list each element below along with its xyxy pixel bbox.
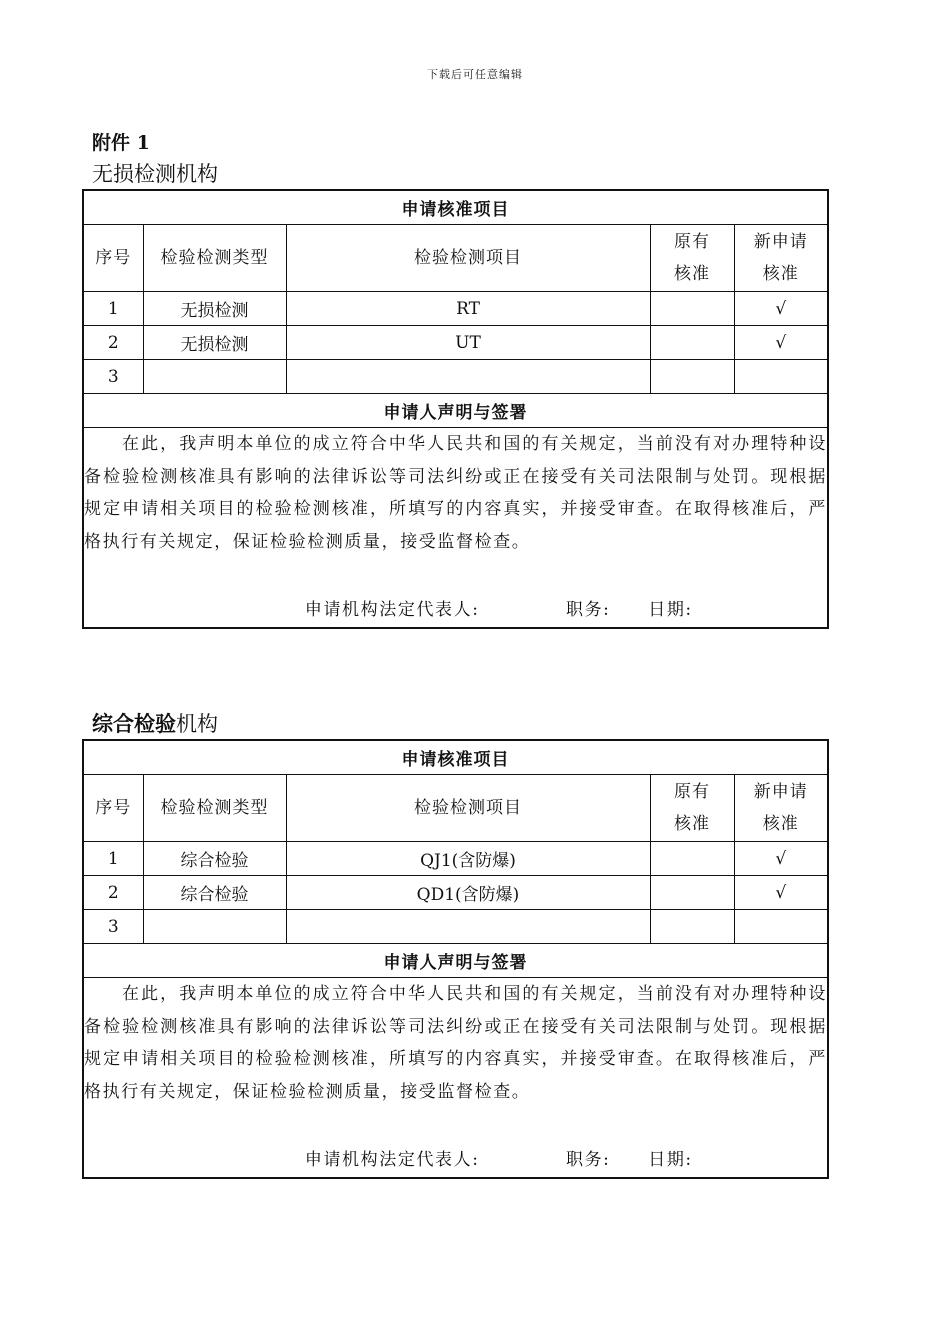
col-header-no: 序号 bbox=[83, 225, 143, 292]
declaration-title: 申请人声明与签署 bbox=[83, 394, 828, 428]
table-row bbox=[83, 360, 828, 394]
section-title-ndt: 无损检测机构 bbox=[92, 162, 218, 186]
attachment-label: 附件 1 bbox=[92, 132, 150, 154]
header-note: 下载后可任意编辑 bbox=[427, 68, 523, 81]
cell-no: 1 bbox=[83, 292, 143, 326]
cell-item bbox=[286, 910, 650, 944]
cell-type: 综合检验 bbox=[143, 876, 286, 910]
col-header-item: 检验检测项目 bbox=[286, 225, 650, 292]
cell-original bbox=[650, 360, 734, 394]
cell-original bbox=[650, 326, 734, 360]
cell-item bbox=[286, 360, 650, 394]
application-table-comprehensive bbox=[82, 739, 829, 1179]
check-icon: √ bbox=[734, 326, 828, 360]
col-header-no: 序号 bbox=[83, 775, 143, 842]
table-title: 申请核准项目 bbox=[83, 190, 828, 225]
table-row bbox=[83, 910, 828, 944]
cell-no: 1 bbox=[83, 842, 143, 876]
check-icon: √ bbox=[734, 842, 828, 876]
cell-no: 3 bbox=[83, 910, 143, 944]
declaration-text: 在此，我声明本单位的成立符合中华人民共和国的有关规定，当前没有对办理特种设备检验检测核准具有影响的法律诉讼等司法纠纷或正在接受有关司法限制与处罚。现根据规定申请相关项目的检验检测核准，所填写的内容真实，并接受审查。在取得核准后，严格执行有关规定，保证检验检测质量，接受监督检查。 bbox=[84, 434, 827, 552]
cell-no: 3 bbox=[83, 360, 143, 394]
cell-type bbox=[143, 360, 286, 394]
section-title-comprehensive: 综合检验机构 bbox=[92, 711, 218, 736]
cell-item: QJ1(含防爆) bbox=[286, 842, 650, 876]
table-row bbox=[83, 842, 828, 876]
col-header-type: 检验检测类型 bbox=[143, 775, 286, 842]
sign-date: 日期: bbox=[648, 600, 693, 620]
signature-line bbox=[84, 1144, 827, 1177]
declaration-title: 申请人声明与签署 bbox=[83, 944, 828, 978]
sign-position: 职务: bbox=[565, 1150, 611, 1170]
check-icon: √ bbox=[734, 876, 828, 910]
sign-date: 日期: bbox=[648, 1150, 693, 1170]
declaration-cell bbox=[83, 978, 828, 1178]
cell-no: 2 bbox=[83, 326, 143, 360]
table-row bbox=[83, 876, 828, 910]
sign-position: 职务: bbox=[565, 600, 611, 620]
check-icon: √ bbox=[734, 292, 828, 326]
application-table-ndt bbox=[82, 189, 829, 629]
sign-representative: 申请机构法定代表人: bbox=[304, 1150, 480, 1170]
cell-original bbox=[650, 910, 734, 944]
cell-item: RT bbox=[286, 292, 650, 326]
cell-original bbox=[650, 292, 734, 326]
cell-type: 综合检验 bbox=[143, 842, 286, 876]
col-header-original: 原有核准 bbox=[650, 225, 734, 292]
cell-no: 2 bbox=[83, 876, 143, 910]
cell-original bbox=[650, 842, 734, 876]
cell-item: QD1(含防爆) bbox=[286, 876, 650, 910]
col-header-new: 新申请核准 bbox=[734, 775, 828, 842]
col-header-type: 检验检测类型 bbox=[143, 225, 286, 292]
cell-type: 无损检测 bbox=[143, 326, 286, 360]
declaration-cell bbox=[83, 428, 828, 628]
cell-type bbox=[143, 910, 286, 944]
col-header-item: 检验检测项目 bbox=[286, 775, 650, 842]
col-header-new: 新申请核准 bbox=[734, 225, 828, 292]
table-row bbox=[83, 326, 828, 360]
cell-new bbox=[734, 910, 828, 944]
cell-original bbox=[650, 876, 734, 910]
table-row bbox=[83, 292, 828, 326]
cell-item: UT bbox=[286, 326, 650, 360]
signature-line bbox=[84, 594, 827, 627]
sign-representative: 申请机构法定代表人: bbox=[304, 600, 480, 620]
col-header-original: 原有核准 bbox=[650, 775, 734, 842]
cell-type: 无损检测 bbox=[143, 292, 286, 326]
cell-new bbox=[734, 360, 828, 394]
table-title: 申请核准项目 bbox=[83, 740, 828, 775]
declaration-text: 在此，我声明本单位的成立符合中华人民共和国的有关规定，当前没有对办理特种设备检验检测核准具有影响的法律诉讼等司法纠纷或正在接受有关司法限制与处罚。现根据规定申请相关项目的检验检测核准，所填写的内容真实，并接受审查。在取得核准后，严格执行有关规定，保证检验检测质量，接受监督检查。 bbox=[84, 984, 827, 1102]
